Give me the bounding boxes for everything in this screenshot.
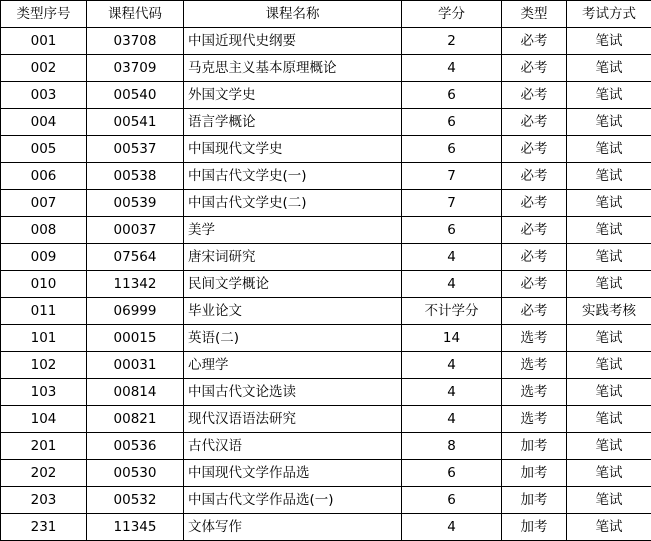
cell-type-no: 006: [1, 163, 87, 190]
table-row: [1, 460, 651, 487]
table-row: [1, 136, 651, 163]
cell-course-name: 现代汉语语法研究: [184, 406, 402, 433]
cell-type-no: 202: [1, 460, 87, 487]
cell-kind: 必考: [502, 136, 567, 163]
cell-credit: 4: [402, 271, 502, 298]
cell-type-no: 101: [1, 325, 87, 352]
cell-credit: 8: [402, 433, 502, 460]
cell-credit: 6: [402, 109, 502, 136]
cell-course-name: 外国文学史: [184, 82, 402, 109]
cell-type-no: 002: [1, 55, 87, 82]
table-row: [1, 298, 651, 325]
cell-course-name: 毕业论文: [184, 298, 402, 325]
cell-exam-method: 笔试: [567, 109, 651, 136]
cell-course-code: 00821: [87, 406, 184, 433]
cell-course-name: 中国现代文学作品选: [184, 460, 402, 487]
cell-kind: 加考: [502, 460, 567, 487]
cell-course-code: 00539: [87, 190, 184, 217]
cell-course-code: 07564: [87, 244, 184, 271]
table-row: [1, 217, 651, 244]
cell-type-no: 102: [1, 352, 87, 379]
cell-credit: 4: [402, 55, 502, 82]
cell-exam-method: 笔试: [567, 217, 651, 244]
table-row: [1, 244, 651, 271]
cell-kind: 必考: [502, 217, 567, 244]
cell-kind: 选考: [502, 406, 567, 433]
table-row: [1, 379, 651, 406]
cell-kind: 必考: [502, 82, 567, 109]
cell-exam-method: 笔试: [567, 55, 651, 82]
cell-credit: 6: [402, 217, 502, 244]
cell-course-code: 00530: [87, 460, 184, 487]
cell-course-code: 00015: [87, 325, 184, 352]
cell-kind: 必考: [502, 298, 567, 325]
cell-credit: 4: [402, 244, 502, 271]
table-row: [1, 487, 651, 514]
cell-kind: 加考: [502, 433, 567, 460]
cell-course-code: 00532: [87, 487, 184, 514]
cell-credit: 6: [402, 460, 502, 487]
cell-course-code: 00537: [87, 136, 184, 163]
cell-type-no: 009: [1, 244, 87, 271]
cell-course-code: 00037: [87, 217, 184, 244]
column-header-credit: 学分: [402, 1, 502, 28]
cell-course-code: 00541: [87, 109, 184, 136]
cell-type-no: 103: [1, 379, 87, 406]
cell-course-code: 00536: [87, 433, 184, 460]
cell-course-code: 11342: [87, 271, 184, 298]
cell-kind: 加考: [502, 514, 567, 541]
cell-course-name: 中国古代文论选读: [184, 379, 402, 406]
table-row: [1, 514, 651, 541]
cell-course-name: 语言学概论: [184, 109, 402, 136]
cell-course-name: 民间文学概论: [184, 271, 402, 298]
cell-exam-method: 笔试: [567, 406, 651, 433]
table-row: [1, 433, 651, 460]
cell-exam-method: 笔试: [567, 460, 651, 487]
cell-kind: 必考: [502, 55, 567, 82]
cell-kind: 加考: [502, 487, 567, 514]
cell-exam-method: 实践考核: [567, 298, 651, 325]
cell-course-name: 中国古代文学史(二): [184, 190, 402, 217]
cell-course-code: 00031: [87, 352, 184, 379]
cell-credit: 6: [402, 82, 502, 109]
cell-course-code: 00538: [87, 163, 184, 190]
cell-course-name: 中国现代文学史: [184, 136, 402, 163]
cell-exam-method: 笔试: [567, 190, 651, 217]
cell-course-name: 中国古代文学史(一): [184, 163, 402, 190]
cell-exam-method: 笔试: [567, 163, 651, 190]
cell-credit: 4: [402, 514, 502, 541]
table-row: [1, 406, 651, 433]
cell-course-name: 中国近现代史纲要: [184, 28, 402, 55]
cell-exam-method: 笔试: [567, 28, 651, 55]
cell-course-name: 美学: [184, 217, 402, 244]
cell-course-name: 文体写作: [184, 514, 402, 541]
cell-course-name: 古代汉语: [184, 433, 402, 460]
cell-exam-method: 笔试: [567, 271, 651, 298]
cell-course-code: 11345: [87, 514, 184, 541]
cell-kind: 选考: [502, 352, 567, 379]
cell-kind: 必考: [502, 271, 567, 298]
column-header-kind: 类型: [502, 1, 567, 28]
cell-course-code: 00814: [87, 379, 184, 406]
cell-credit: 不计学分: [402, 298, 502, 325]
cell-type-no: 104: [1, 406, 87, 433]
cell-type-no: 001: [1, 28, 87, 55]
cell-exam-method: 笔试: [567, 379, 651, 406]
table-row: [1, 352, 651, 379]
cell-kind: 必考: [502, 190, 567, 217]
cell-course-code: 03708: [87, 28, 184, 55]
cell-credit: 14: [402, 325, 502, 352]
cell-exam-method: 笔试: [567, 487, 651, 514]
cell-credit: 4: [402, 379, 502, 406]
cell-course-code: 00540: [87, 82, 184, 109]
table-row: [1, 190, 651, 217]
cell-course-name: 马克思主义基本原理概论: [184, 55, 402, 82]
column-header-exam-method: 考试方式: [567, 1, 651, 28]
cell-type-no: 007: [1, 190, 87, 217]
cell-course-name: 心理学: [184, 352, 402, 379]
cell-type-no: 231: [1, 514, 87, 541]
column-header-type-no: 类型序号: [1, 1, 87, 28]
cell-credit: 7: [402, 190, 502, 217]
table-row: [1, 325, 651, 352]
cell-kind: 选考: [502, 325, 567, 352]
table-row: [1, 82, 651, 109]
cell-kind: 选考: [502, 379, 567, 406]
cell-type-no: 003: [1, 82, 87, 109]
cell-type-no: 201: [1, 433, 87, 460]
cell-exam-method: 笔试: [567, 82, 651, 109]
cell-course-code: 03709: [87, 55, 184, 82]
cell-type-no: 005: [1, 136, 87, 163]
table-row: [1, 163, 651, 190]
table-header-row: [1, 1, 651, 28]
cell-exam-method: 笔试: [567, 514, 651, 541]
table-row: [1, 109, 651, 136]
cell-course-name: 英语(二): [184, 325, 402, 352]
cell-course-code: 06999: [87, 298, 184, 325]
cell-credit: 4: [402, 352, 502, 379]
cell-credit: 6: [402, 136, 502, 163]
table-row: [1, 55, 651, 82]
table-row: [1, 271, 651, 298]
cell-course-name: 唐宋词研究: [184, 244, 402, 271]
cell-credit: 4: [402, 406, 502, 433]
cell-type-no: 004: [1, 109, 87, 136]
table-row: [1, 28, 651, 55]
column-header-course-code: 课程代码: [87, 1, 184, 28]
cell-kind: 必考: [502, 109, 567, 136]
cell-exam-method: 笔试: [567, 433, 651, 460]
column-header-course-name: 课程名称: [184, 1, 402, 28]
cell-credit: 6: [402, 487, 502, 514]
cell-type-no: 008: [1, 217, 87, 244]
cell-type-no: 011: [1, 298, 87, 325]
cell-kind: 必考: [502, 163, 567, 190]
cell-credit: 7: [402, 163, 502, 190]
cell-type-no: 203: [1, 487, 87, 514]
cell-exam-method: 笔试: [567, 136, 651, 163]
cell-type-no: 010: [1, 271, 87, 298]
cell-exam-method: 笔试: [567, 325, 651, 352]
cell-kind: 必考: [502, 28, 567, 55]
cell-exam-method: 笔试: [567, 352, 651, 379]
cell-kind: 必考: [502, 244, 567, 271]
cell-course-name: 中国古代文学作品选(一): [184, 487, 402, 514]
cell-exam-method: 笔试: [567, 244, 651, 271]
cell-credit: 2: [402, 28, 502, 55]
